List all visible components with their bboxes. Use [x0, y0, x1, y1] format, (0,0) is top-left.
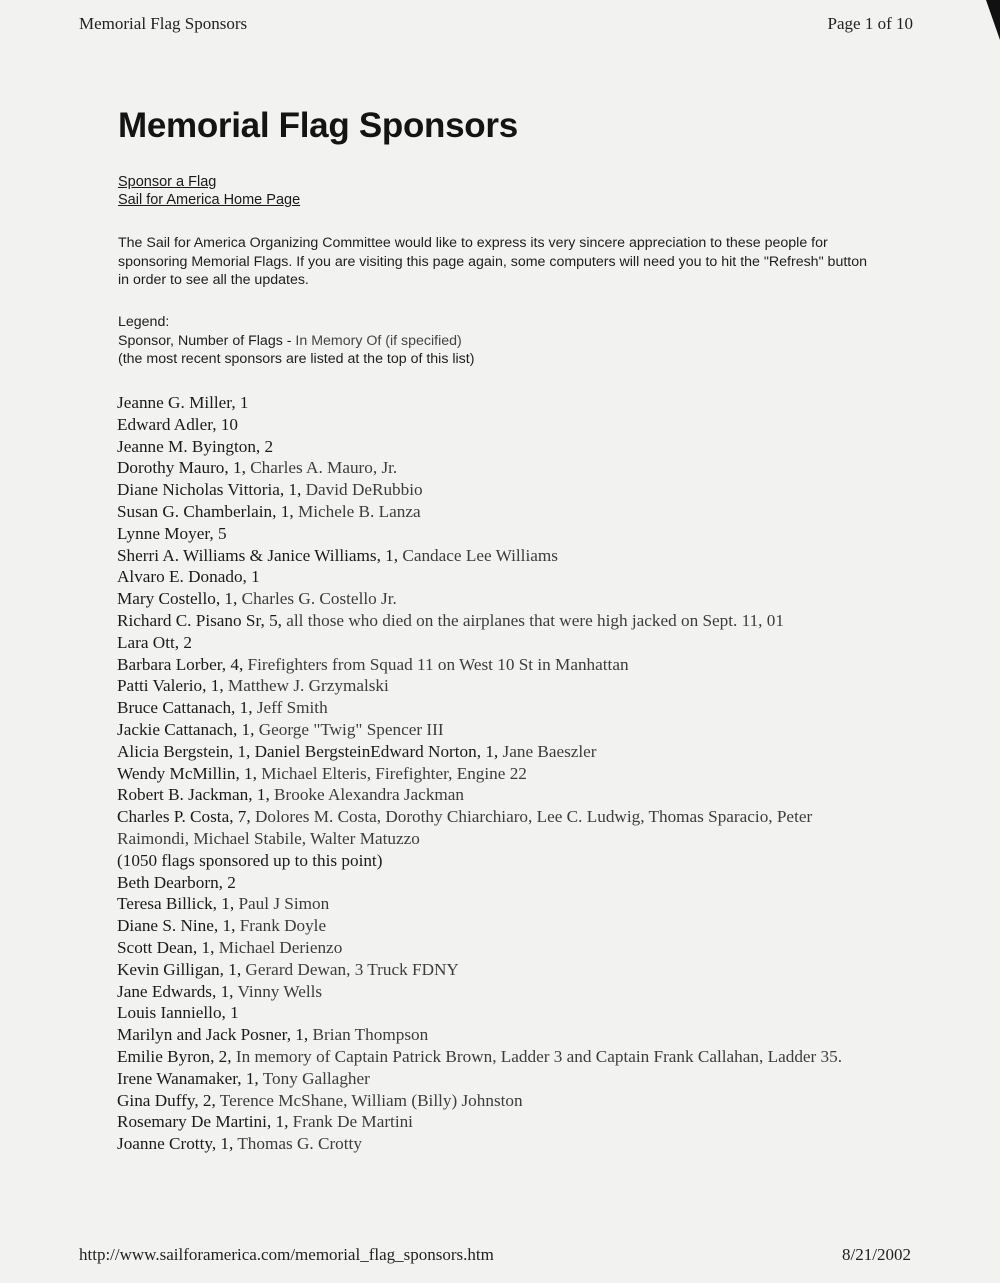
sponsor-entry: [117, 850, 877, 872]
print-header-title: Memorial Flag Sponsors: [79, 14, 248, 33]
sponsor-name: Dorothy Mauro, 1,: [117, 458, 251, 478]
in-memory-of: Charles A. Mauro, Jr.: [250, 458, 398, 478]
sponsor-name: Jeanne G. Miller, 1: [117, 393, 249, 412]
sponsor-entry: [117, 436, 877, 458]
sponsor-entry: [117, 1068, 877, 1090]
in-memory-of: Jeff Smith: [256, 698, 328, 718]
sponsor-name: Joanne Crotty, 1,: [117, 1134, 238, 1154]
in-memory-of: Frank Doyle: [239, 916, 327, 936]
sponsor-name: Patti Valerio, 1,: [117, 676, 228, 696]
sponsor-name: Scott Dean, 1,: [117, 937, 219, 957]
sponsor-entry: [117, 545, 877, 567]
sponsor-name: Sherri A. Williams & Janice Williams, 1,: [117, 545, 403, 565]
in-memory-of: Michael Derienzo: [218, 937, 343, 957]
sponsor-name: Barbara Lorber, 4,: [117, 654, 248, 674]
in-memory-of: Brooke Alexandra Jackman: [274, 785, 464, 805]
sponsor-entry: [117, 981, 877, 1003]
in-memory-of: Terence McShane, William (Billy) Johnston: [219, 1090, 523, 1110]
in-memory-of: Candace Lee Williams: [402, 545, 558, 565]
in-memory-of: Dolores M. Costa, Dorothy Chiarchiaro, Lee C. Ludwig, Thomas Sparacio, Peter Raimondi, Michael Stabile, Walter Matuzzo: [117, 807, 813, 848]
sponsor-a-flag-link[interactable]: Sponsor a Flag: [118, 174, 217, 190]
sponsor-entry: [117, 784, 877, 806]
in-memory-of: Frank De Martini: [292, 1112, 413, 1132]
sponsor-name: Alicia Bergstein, 1, Daniel BergsteinEdward Norton, 1,: [117, 741, 503, 761]
sponsor-name: Marilyn and Jack Posner, 1,: [117, 1025, 313, 1045]
sponsor-entry: [117, 719, 877, 741]
scan-corner-mark: [986, 0, 1000, 40]
sponsor-name: Richard C. Pisano Sr, 5,: [117, 610, 287, 630]
print-date: 8/21/2002: [842, 1245, 911, 1264]
in-memory-of: David DeRubbio: [305, 480, 423, 500]
sponsor-entry: [117, 632, 877, 654]
sponsor-name: Louis Ianniello, 1: [117, 1003, 239, 1023]
home-page-link[interactable]: Sail for America Home Page: [118, 192, 301, 208]
sponsor-name: Wendy McMillin, 1,: [117, 763, 262, 783]
in-memory-of: George "Twig" Spencer III: [258, 719, 444, 739]
sponsor-name: Irene Wanamaker, 1,: [117, 1068, 263, 1088]
sponsor-entry: [117, 1133, 877, 1155]
sponsor-name: Gina Duffy, 2,: [117, 1090, 220, 1110]
sponsor-name: Robert B. Jackman, 1,: [117, 785, 275, 805]
sponsor-entry: [117, 501, 877, 523]
in-memory-of: Paul J Simon: [238, 894, 330, 914]
sponsor-entry: [117, 479, 877, 501]
sponsor-entry: [117, 1111, 877, 1133]
sponsor-entry: [117, 937, 877, 959]
in-memory-of: Firefighters from Squad 11 on West 10 St in Manhattan: [247, 654, 629, 674]
sponsor-entry: [117, 872, 877, 894]
in-memory-of: all those who died on the airplanes that were high jacked on Sept. 11, 01: [286, 610, 784, 630]
sponsor-name: Bruce Cattanach, 1,: [117, 698, 257, 718]
sponsor-entry: [117, 741, 877, 763]
sponsor-name: Lara Ott, 2: [117, 632, 192, 652]
in-memory-of: Michael Elteris, Firefighter, Engine 22: [261, 763, 527, 783]
nav-links: [118, 173, 300, 209]
in-memory-of: Vinny Wells: [237, 981, 323, 1001]
sponsor-name: Mary Costello, 1,: [117, 589, 242, 609]
in-memory-of: Gerard Dewan, 3 Truck FDNY: [245, 959, 459, 979]
sponsor-entry: [117, 1002, 877, 1024]
sponsor-entry: [117, 523, 877, 545]
sponsor-entry: [117, 457, 877, 479]
sponsor-list: [117, 392, 877, 1155]
in-memory-of: Tony Gallagher: [262, 1068, 370, 1088]
sponsor-name: Diane S. Nine, 1,: [117, 916, 240, 936]
sponsor-entry: [117, 654, 877, 676]
sponsor-entry: [117, 392, 877, 414]
sponsor-entry: [117, 893, 877, 915]
sponsor-name: Rosemary De Martini, 1,: [117, 1112, 293, 1132]
in-memory-of: Jane Baeszler: [502, 741, 597, 761]
sponsor-entry: [117, 915, 877, 937]
in-memory-of: Matthew J. Grzymalski: [227, 676, 389, 696]
print-header: [79, 14, 913, 38]
sponsor-name: Lynne Moyer, 5: [117, 523, 227, 543]
sponsor-name: Beth Dearborn, 2: [117, 872, 236, 892]
sponsor-name: Edward Adler, 10: [117, 414, 239, 434]
page-url: http://www.sailforamerica.com/memorial_flag_sponsors.htm: [79, 1245, 494, 1264]
sponsor-entry: [117, 1046, 877, 1068]
in-memory-of: In memory of Captain Patrick Brown, Ladder 3 and Captain Frank Callahan, Ladder 35.: [235, 1046, 843, 1066]
sponsor-name: Teresa Billick, 1,: [117, 894, 239, 914]
legend-note: (the most recent sponsors are listed at the top of this list): [118, 351, 475, 367]
legend-format-memory: In Memory Of (if specified): [295, 332, 462, 349]
sponsor-entry: [117, 675, 877, 697]
page-number: Page 1 of 10: [827, 14, 913, 33]
sponsor-entry: [117, 588, 877, 610]
sponsor-name: Diane Nicholas Vittoria, 1,: [117, 480, 306, 500]
legend-label: Legend:: [118, 314, 170, 330]
in-memory-of: Brian Thompson: [312, 1025, 429, 1045]
legend: [118, 313, 474, 369]
sponsor-name: Alvaro E. Donado, 1: [117, 567, 260, 587]
page-title: Memorial Flag Sponsors: [118, 106, 518, 145]
sponsor-name: Susan G. Chamberlain, 1,: [117, 501, 298, 521]
legend-format-main: Sponsor, Number of Flags -: [118, 332, 296, 349]
sponsor-entry: [117, 959, 877, 981]
sponsor-entry: [117, 1090, 877, 1112]
print-footer: [79, 1245, 911, 1269]
sponsor-name: Kevin Gilligan, 1,: [117, 959, 246, 979]
sponsor-name: Emilie Byron, 2,: [117, 1046, 236, 1066]
in-memory-of: Thomas G. Crotty: [237, 1134, 362, 1154]
sponsor-entry: [117, 414, 877, 436]
sponsor-name: Jeanne M. Byington, 2: [117, 436, 274, 456]
sponsor-entry: [117, 806, 877, 850]
in-memory-of: Charles G. Costello Jr.: [241, 589, 397, 609]
sponsor-entry: [117, 1024, 877, 1046]
sponsor-entry: [117, 610, 877, 632]
legend-format: [118, 332, 474, 351]
sponsor-name: Jackie Cattanach, 1,: [117, 719, 259, 739]
sponsor-entry: [117, 697, 877, 719]
sponsor-entry: [117, 763, 877, 785]
in-memory-of: Michele B. Lanza: [297, 501, 421, 521]
intro-paragraph: The Sail for America Organizing Committee would like to express its very sincere appreciation to these people for sponsoring Memorial Flags. If you are visiting this page again, some computers will need you to hit the "Refresh" button in order to see all the updates.: [118, 235, 867, 288]
sponsor-entry: [117, 566, 877, 588]
sponsor-name: (1050 flags sponsored up to this point): [117, 850, 383, 870]
sponsor-name: Jane Edwards, 1,: [117, 981, 238, 1001]
sponsor-name: Charles P. Costa, 7,: [117, 807, 255, 827]
